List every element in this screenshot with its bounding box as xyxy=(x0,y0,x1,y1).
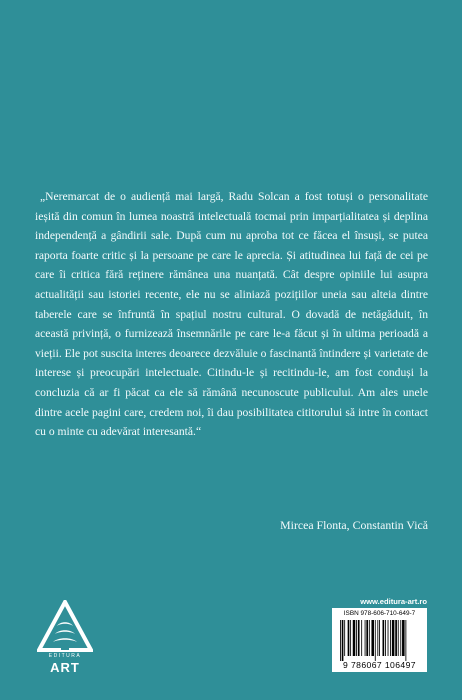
isbn-label: ISBN 978-606-710-649-7 xyxy=(343,610,416,617)
barcode-bars xyxy=(338,620,424,661)
publisher-label-big: ART xyxy=(50,660,80,675)
quote-authors: Mircea Flonta, Constantin Vică xyxy=(280,518,428,532)
barcode-digits: 9 786067 106497 xyxy=(343,660,416,670)
back-cover-quote: „Neremarcat de o audiență mai largă, Radu Solcan a fost totuși o personalitate ieșită din comun în lumea noastră intelectuală tocmai prin imparțialitatea și deplina independență a gândirii sale. După cum nu aproba tot ce făcea el însuși, se putea raporta foarte critic și la persoane pe care le aprecia. Și atitudinea lui față de cei pe care îi critica fără reținere rămânea una nuanțată. Cât despre opiniile lui asupra actualității sau istoriei recente, ele nu se aliniază pozițiilor uneia sau alteia dintre taberele care se înfruntă în spațiul nostru cultural. O dovadă de netăgăduit, în această privință, o furnizează însemnările pe care le-a făcut și în ultima perioadă a vieții. Ele pot suscita interes deoarece dezvăluie o fascinantă întindere și varietate de interese și preocupări intelectuale. Citindu-le și recitindu-le, am fost conduși la concluzia că ar fi păcat ca ele să rămână necunoscute publicului. Am ales unele dintre acele pagini care, credem noi, îi dau posibilitatea cititorului să intre în contact cu o minte cu adevărat interesantă.“ xyxy=(35,190,428,439)
barcode xyxy=(332,608,427,672)
publisher-website: www.editura-art.ro xyxy=(360,597,427,606)
publisher-label-small: EDITURA xyxy=(48,653,82,659)
